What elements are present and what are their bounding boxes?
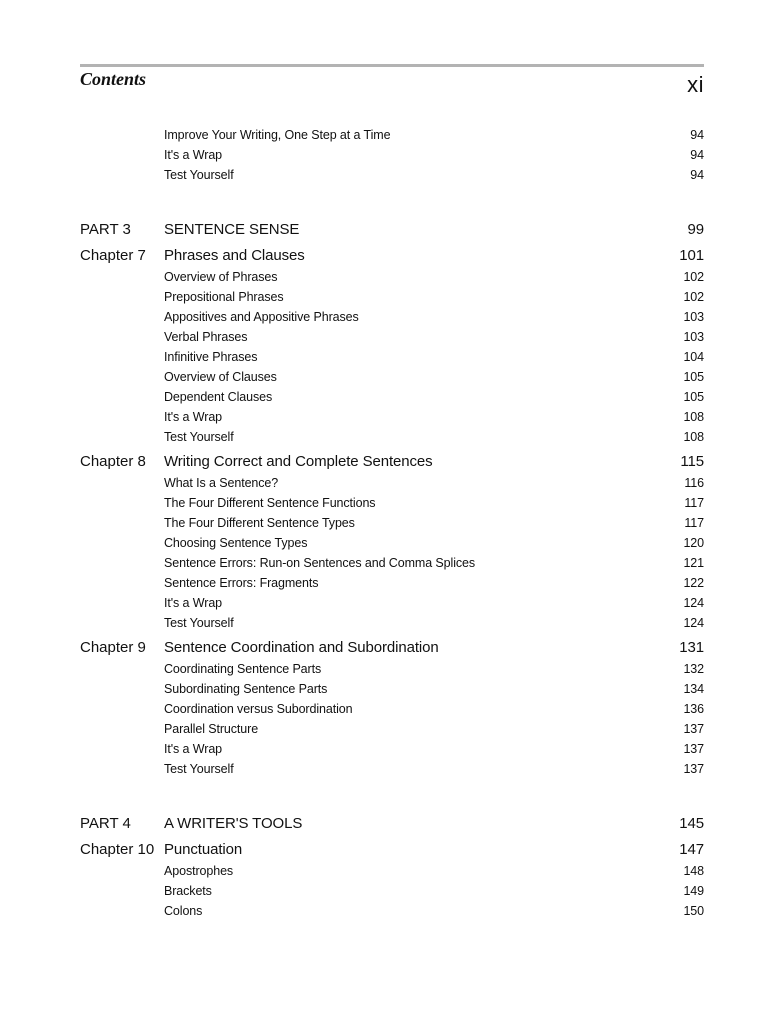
entry-title: Test Yourself: [164, 430, 234, 444]
part-title: A WRITER'S TOOLS: [164, 815, 303, 832]
entry-page: 121: [683, 556, 704, 570]
entry-title: It's a Wrap: [164, 410, 223, 424]
entry-page: 124: [683, 596, 704, 610]
entry-title: Test Yourself: [164, 762, 234, 776]
entry-page: 105: [683, 390, 704, 404]
entry-title: Coordinating Sentence Parts: [164, 662, 322, 676]
entry-page: 94: [690, 128, 704, 142]
toc-entry[interactable]: [80, 267, 704, 287]
chapter-title: Punctuation: [164, 841, 243, 858]
toc-entry[interactable]: [80, 553, 704, 573]
toc-entry[interactable]: [80, 861, 704, 881]
part-label: PART 3: [80, 221, 131, 238]
entry-page: 105: [683, 370, 704, 384]
chapter-label: Chapter 8: [80, 453, 146, 470]
entry-title: Subordinating Sentence Parts: [164, 682, 328, 696]
entry-page: 148: [683, 864, 704, 878]
toc-entry[interactable]: [80, 513, 704, 533]
toc-entry[interactable]: [80, 367, 704, 387]
toc-chapter-10[interactable]: [80, 840, 704, 860]
part-page: 145: [679, 815, 704, 832]
toc-entry[interactable]: [80, 659, 704, 679]
toc-entry[interactable]: [80, 287, 704, 307]
toc-entry[interactable]: [80, 739, 704, 759]
entry-title: The Four Different Sentence Types: [164, 516, 355, 530]
toc-part-4[interactable]: [80, 814, 704, 834]
entry-title: Sentence Errors: Fragments: [164, 576, 319, 590]
entry-title: It's a Wrap: [164, 742, 223, 756]
toc-entry[interactable]: [80, 493, 704, 513]
toc-chapter-7[interactable]: [80, 246, 704, 266]
chapter-page: 115: [680, 453, 704, 470]
entry-title: Infinitive Phrases: [164, 350, 258, 364]
chapter-page: 147: [679, 841, 704, 858]
toc-entry[interactable]: [80, 759, 704, 779]
toc-entry[interactable]: [80, 573, 704, 593]
entry-title: The Four Different Sentence Functions: [164, 496, 376, 510]
entry-title: It's a Wrap: [164, 148, 223, 162]
part-label: PART 4: [80, 815, 131, 832]
chapter-page: 131: [679, 639, 704, 656]
entry-title: Brackets: [164, 884, 212, 898]
entry-title: Test Yourself: [164, 168, 234, 182]
entry-title: Apostrophes: [164, 864, 234, 878]
entry-page: 132: [683, 662, 704, 676]
part-page: 99: [687, 221, 704, 238]
chapter-label: Chapter 7: [80, 247, 146, 264]
entry-page: 94: [690, 148, 704, 162]
toc-entry[interactable]: [80, 719, 704, 739]
toc-part-3[interactable]: [80, 220, 704, 240]
entry-title: Improve Your Writing, One Step at a Time: [164, 128, 391, 142]
entry-title: What Is a Sentence?: [164, 476, 279, 490]
toc-entry[interactable]: [80, 699, 704, 719]
entry-title: Overview of Clauses: [164, 370, 277, 384]
entry-page: 137: [683, 742, 704, 756]
entry-title: Coordination versus Subordination: [164, 702, 353, 716]
entry-page: 117: [684, 516, 704, 530]
entry-page: 116: [684, 476, 704, 490]
entry-page: 94: [690, 168, 704, 182]
entry-page: 150: [683, 904, 704, 918]
running-head-title: Contents: [80, 69, 147, 89]
header-rule: [80, 64, 704, 67]
toc-entry[interactable]: [80, 407, 704, 427]
entry-title: Parallel Structure: [164, 722, 259, 736]
entry-page: 103: [683, 310, 704, 324]
chapter-label: Chapter 10: [80, 841, 155, 858]
entry-title: Prepositional Phrases: [164, 290, 284, 304]
entry-page: 136: [683, 702, 704, 716]
page-number: xi: [687, 72, 704, 97]
entry-page: 108: [683, 430, 704, 444]
entry-title: Colons: [164, 904, 203, 918]
toc-entry[interactable]: [80, 387, 704, 407]
entry-title: Dependent Clauses: [164, 390, 273, 404]
entry-title: Sentence Errors: Run-on Sentences and Comma Splices: [164, 556, 476, 570]
entry-title: Test Yourself: [164, 616, 234, 630]
entry-page: 122: [683, 576, 704, 590]
entry-title: It's a Wrap: [164, 596, 223, 610]
entry-page: 134: [683, 682, 704, 696]
toc-entry[interactable]: [80, 473, 704, 493]
entry-page: 117: [684, 496, 704, 510]
toc-chapter-8[interactable]: [80, 452, 704, 472]
chapter-title: Writing Correct and Complete Sentences: [164, 453, 433, 470]
entry-page: 104: [683, 350, 704, 364]
toc-entry[interactable]: [80, 327, 704, 347]
entry-page: 102: [683, 290, 704, 304]
chapter-label: Chapter 9: [80, 639, 146, 656]
toc-entry[interactable]: [80, 881, 704, 901]
entry-title: Verbal Phrases: [164, 330, 248, 344]
toc-entry[interactable]: [80, 533, 704, 553]
entry-page: 108: [683, 410, 704, 424]
toc-entry[interactable]: [80, 145, 704, 165]
chapter-title: Sentence Coordination and Subordination: [164, 639, 439, 656]
toc-entry[interactable]: [80, 347, 704, 367]
toc-entry[interactable]: [80, 901, 704, 921]
toc-entry[interactable]: [80, 427, 704, 447]
entry-page: 137: [683, 722, 704, 736]
chapter-title: Phrases and Clauses: [164, 247, 305, 264]
toc-entry[interactable]: [80, 679, 704, 699]
toc-entry[interactable]: [80, 613, 704, 633]
toc-entry[interactable]: [80, 593, 704, 613]
entry-page: 103: [683, 330, 704, 344]
entry-title: Overview of Phrases: [164, 270, 278, 284]
entry-page: 120: [683, 536, 704, 550]
toc-entry[interactable]: [80, 125, 704, 145]
entry-page: 124: [683, 616, 704, 630]
entry-page: 102: [683, 270, 704, 284]
entry-page: 137: [683, 762, 704, 776]
toc-entry[interactable]: [80, 165, 704, 185]
toc-entry[interactable]: [80, 307, 704, 327]
chapter-page: 101: [679, 247, 704, 264]
entry-title: Appositives and Appositive Phrases: [164, 310, 359, 324]
part-title: SENTENCE SENSE: [164, 221, 300, 238]
entry-page: 149: [683, 884, 704, 898]
toc-chapter-9[interactable]: [80, 638, 704, 658]
entry-title: Choosing Sentence Types: [164, 536, 308, 550]
